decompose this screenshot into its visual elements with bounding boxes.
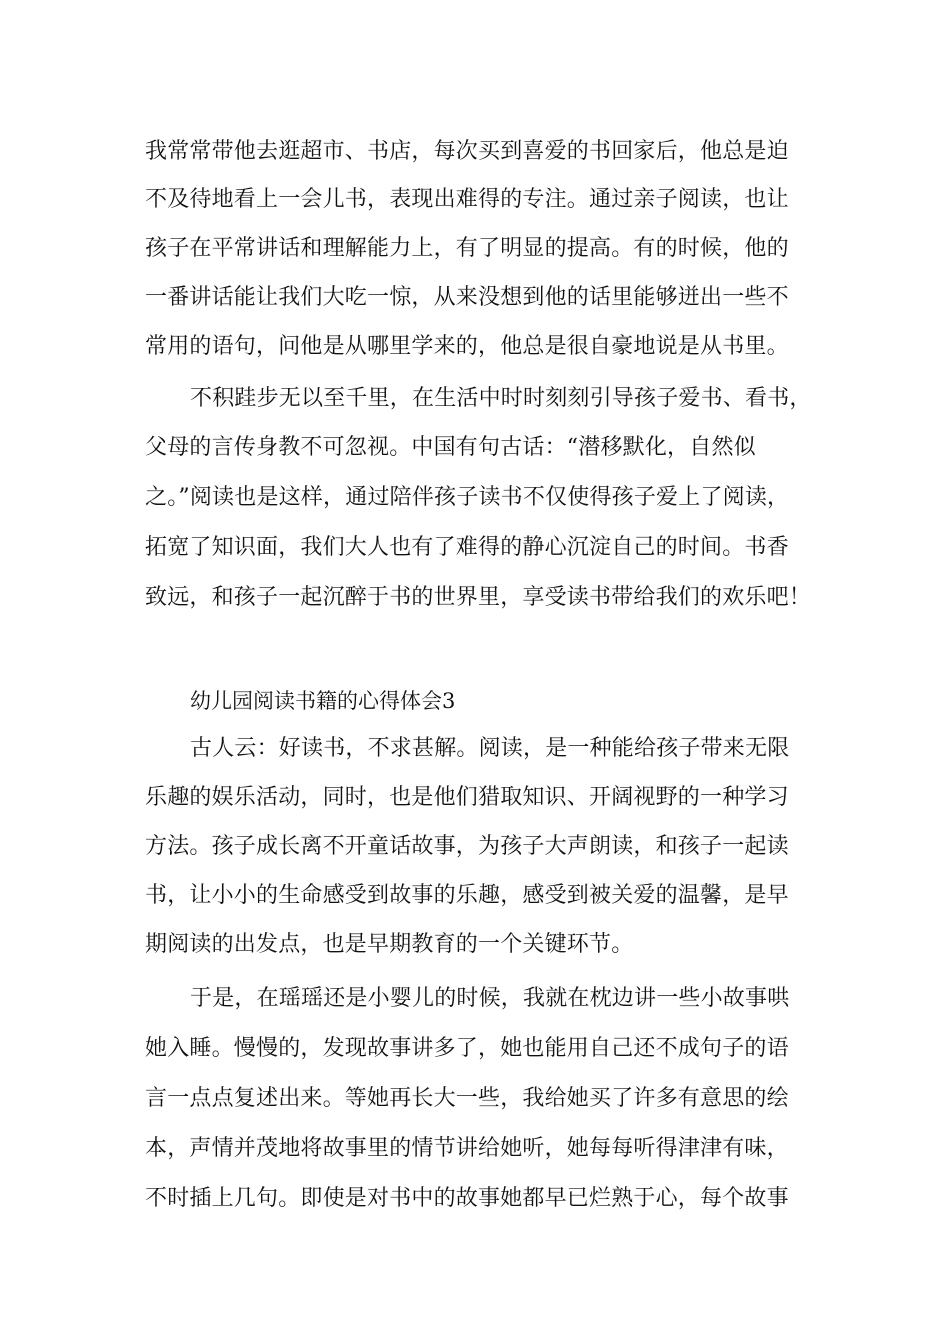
paragraph-1-line-3: 孩子在平常讲话和理解能力上，有了明显的提高。有的时候，他的: [145, 236, 789, 261]
paragraph-1-line-1: 我常常带他去逛超市、书店，每次买到喜爱的书回家后，他总是迫: [145, 139, 789, 164]
section-paragraph-2-line-4: 本，声情并茂地将故事里的情节讲给她听，她每每听得津津有味，: [145, 1136, 789, 1161]
section-paragraph-1-line-3: 方法。孩子成长离不开童话故事，为孩子大声朗读，和孩子一起读: [145, 834, 789, 859]
paragraph-2-line-1: 不积跬步无以至千里，在生活中时时刻刻引导孩子爱书、看书，: [190, 386, 812, 411]
paragraph-1-line-4: 一番讲话能让我们大吃一惊，从来没想到他的话里能够迸出一些不: [145, 285, 789, 310]
paragraph-2-line-2: 父母的言传身教不可忽视。中国有句古话：“潜移默化，自然似: [145, 435, 756, 460]
section-paragraph-1-line-4: 书，让小小的生命感受到故事的乐趣，感受到被关爱的温馨，是早: [145, 883, 789, 908]
section-paragraph-2-line-2: 她入睡。慢慢的，发现故事讲多了，她也能用自己还不成句子的语: [145, 1036, 789, 1061]
paragraph-2-line-3: 之。”阅读也是这样，通过陪伴孩子读书不仅使得孩子爱上了阅读，: [145, 485, 790, 510]
section-paragraph-2-line-5: 不时插上几句。即使是对书中的故事她都早已烂熟于心，每个故事: [145, 1186, 789, 1211]
section-paragraph-2-line-1: 于是，在瑶瑶还是小婴儿的时候，我就在枕边讲一些小故事哄: [190, 986, 790, 1011]
paragraph-1-line-5: 常用的语句，问他是从哪里学来的，他总是很自豪地说是从书里。: [145, 334, 789, 359]
section-paragraph-1-line-5: 期阅读的出发点，也是早期教育的一个关键环节。: [145, 932, 634, 957]
paragraph-2-line-4: 拓宽了知识面，我们大人也有了难得的静心沉淀自己的时间。书香: [145, 535, 789, 560]
section-paragraph-2-line-3: 言一点点复述出来。等她再长大一些，我给她买了许多有意思的绘: [145, 1086, 789, 1111]
section-paragraph-1-line-1: 古人云：好读书，不求甚解。阅读，是一种能给孩子带来无限: [190, 736, 790, 761]
section-heading: 幼儿园阅读书籍的心得体会3: [190, 689, 456, 713]
paragraph-1-line-2: 不及待地看上一会儿书，表现出难得的专注。通过亲子阅读，也让: [145, 187, 789, 212]
paragraph-2-line-5: 致远，和孩子一起沉醉于书的世界里，享受读书带给我们的欢乐吧！: [145, 585, 812, 610]
section-paragraph-1-line-2: 乐趣的娱乐活动，同时，也是他们猎取知识、开阔视野的一种学习: [145, 785, 789, 810]
